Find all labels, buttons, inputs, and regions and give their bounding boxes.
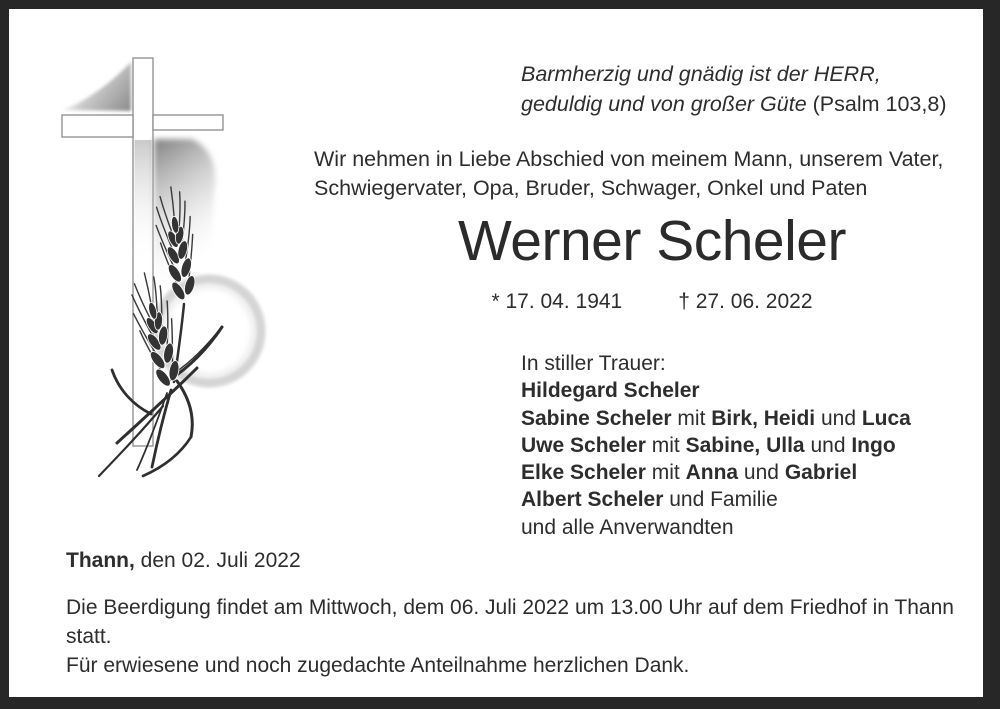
psalm-reference: (Psalm 103,8) <box>806 92 947 116</box>
mourner-line <box>521 514 961 541</box>
mourners-list <box>521 377 961 541</box>
mourner-name: Luca <box>861 406 911 430</box>
mourner-line <box>521 432 961 459</box>
mourner-line <box>521 377 961 404</box>
mourner-connector: und <box>815 406 862 430</box>
mourner-name: Gabriel <box>784 461 858 485</box>
mourner-name: Ingo <box>851 433 896 457</box>
thanks-text: Für erwiesene und noch zugedachte Anteilnahme herzlichen Dank. <box>66 654 690 677</box>
mourner-name: Albert Scheler <box>521 488 664 512</box>
mourning-section <box>521 350 961 541</box>
psalm-quote-line2 <box>521 89 961 119</box>
deceased-name: Werner Scheler <box>458 209 846 273</box>
farewell-intro-text: Wir nehmen in Liebe Abschied von meinem Mann, unserem Vater, Schwiegervater, Opa, Bruder, Schwager, Onkel und Paten <box>314 147 944 200</box>
mourner-connector: und <box>738 461 785 485</box>
funeral-info-text: Die Beerdigung findet am Mittwoch, dem 06. Juli 2022 um 13.00 Uhr auf dem Friedhof in Thann statt. <box>66 596 954 648</box>
birth-date: * 17. 04. 1941 <box>491 290 623 313</box>
mourning-header: In stiller Trauer: <box>521 352 666 375</box>
place-name: Thann, <box>66 549 135 572</box>
death-date: † 27. 06. 2022 <box>678 290 813 313</box>
mourner-line <box>521 405 961 432</box>
mourner-connector: mit <box>645 433 686 457</box>
mourner-line <box>521 486 961 513</box>
mourner-name: Birk, Heidi <box>711 406 816 430</box>
mourner-name: Anna <box>685 461 739 485</box>
mourner-line <box>521 459 961 486</box>
mourner-connector: und <box>804 433 852 457</box>
mourner-name: Sabine, Ulla <box>685 433 805 457</box>
cross-wheat-illustration-icon <box>50 45 310 495</box>
notice-date: den 02. Juli 2022 <box>134 549 301 572</box>
mourner-name: Uwe Scheler <box>521 433 646 457</box>
life-dates <box>407 290 897 314</box>
mourner-connector: mit <box>645 461 686 485</box>
psalm-quote <box>521 59 961 119</box>
mourner-connector: und alle Anverwandten <box>521 515 734 539</box>
mourner-name: Hildegard Scheler <box>521 379 700 403</box>
obituary-card <box>9 9 983 697</box>
mourner-connector: mit <box>671 406 712 430</box>
mourner-name: Sabine Scheler <box>521 406 672 430</box>
psalm-quote-line2-text: geduldig und von großer Güte <box>521 92 807 116</box>
place-date-line <box>66 549 566 573</box>
mourner-name: Elke Scheler <box>521 461 646 485</box>
mourner-connector: und Familie <box>663 488 778 512</box>
funeral-info-block <box>66 593 966 680</box>
psalm-quote-line1: Barmherzig und gnädig ist der HERR, <box>521 62 881 86</box>
